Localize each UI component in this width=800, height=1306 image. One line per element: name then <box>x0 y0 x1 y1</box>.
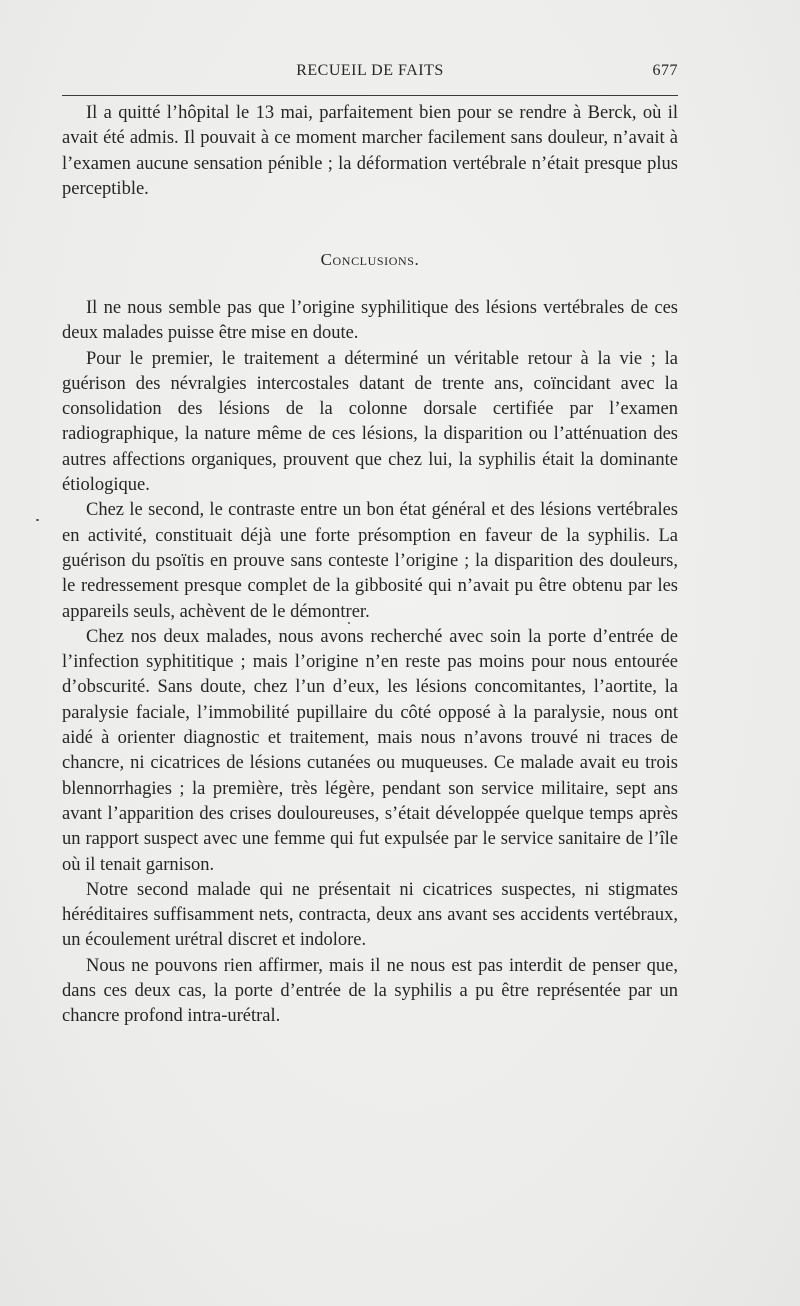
running-head <box>62 60 678 84</box>
margin-speck <box>36 519 39 521</box>
section-heading: Conclusions. <box>320 250 420 269</box>
intro-block <box>62 101 678 202</box>
paragraph: Notre second malade qui ne présentait ni cicatrices suspectes, ni stigmates héréditaires suffisamment nets, contracta, deux ans avant ses accidents vertébraux, un écoulement urétral discret et indolore. <box>62 879 678 951</box>
paragraph: Nous ne pouvons rien affirmer, mais il ne nous est pas interdit de penser que, dans ces deux cas, la porte d’entrée de la syphilis a pu être représentée par un chancre profond intra-urétral. <box>62 955 678 1027</box>
conclusions-body <box>62 296 678 1030</box>
intro-paragraph: Il a quitté l’hôpital le 13 mai, parfaitement bien pour se rendre à Berck, où il avait été admis. Il pouvait à ce moment marcher facilement sans douleur, n’avait à l’examen aucune sensation pénible ; la déformation vertébrale n’était presque plus perceptible. <box>62 103 678 199</box>
page-number: 677 <box>652 62 678 79</box>
paragraph: Chez nos deux malades, nous avons recherché avec soin la porte d’entrée de l’infection syphititique ; mais l’origine n’en reste pas moins pour nous entourée d’obscurité. Sans doute, chez l’un d’eux, les lésions concomitantes, l’aortite, la paralysie faciale, l’immobilité pupillaire du côté opposé à la paralysie, nous ont aidé à orienter diagnostic et traitement, mais nous n’avons trouvé ni traces de chancre, ni cicatrices de lésions cutanées ou muqueuses. Ce malade avait eu trois blennorrhagies ; la première, très légère, pendant son service militaire, sept ans avant l’apparition des crises douloureuses, s’était développée quelque temps après un rapport suspect avec une femme qui fut expulsée par le service sanitaire de l’île où il tenait garnison. <box>62 626 678 875</box>
paragraph: Chez le second, le contraste entre un bon état général et des lésions vertébrales en activité, constituait déjà une forte présomption en faveur de la syphilis. La guérison du psoïtis en prouve sans conteste l’origine ; la disparition des douleurs, le redressement presque complet de la gibbosité qui n’avait pu être obtenu par les appareils seuls, achèvent de le démontrer. <box>62 500 678 622</box>
ink-speck <box>348 622 350 624</box>
paragraph: Il ne nous semble pas que l’origine syphilitique des lésions vertébrales de ces deux malades puisse être mise en doute. <box>62 298 678 344</box>
header-rule <box>62 95 678 96</box>
paragraph: Pour le premier, le traitement a déterminé un véritable retour à la vie ; la guérison des névralgies intercostales datant de trente ans, coïncidant avec la consolidation des lésions de la colonne dorsale certifiée par l’examen radiographique, la nature même de ces lésions, la disparition ou l’atténuation des autres affections organiques, prouvent que chez lui, la syphilis était la dominante étiologique. <box>62 348 678 496</box>
running-title: RECUEIL DE FAITS <box>296 62 444 79</box>
